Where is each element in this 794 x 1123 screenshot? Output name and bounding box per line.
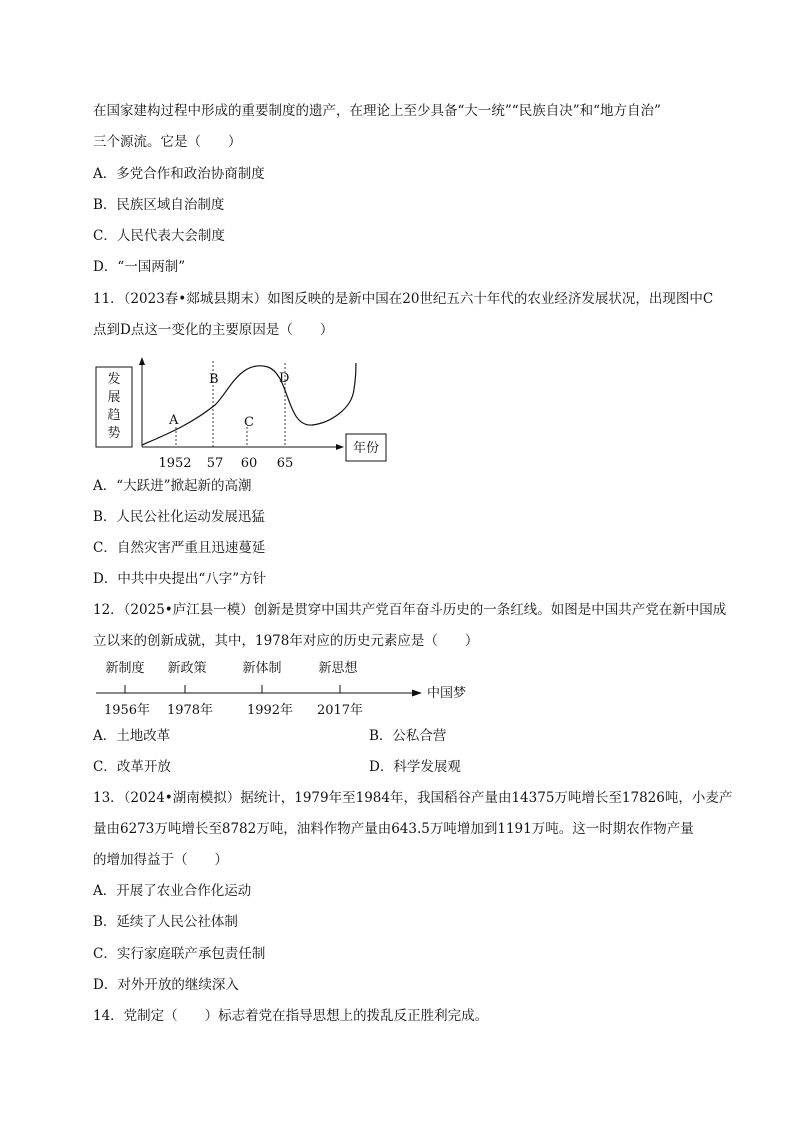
q12-stem-line-2: 立以来的创新成就，其中，1978年对应的历史元素应是（ ） xyxy=(93,633,479,649)
q12-option-d[interactable]: D．科学发展观 xyxy=(369,759,461,775)
q13-stem-line-3: 的增加得益于（ ） xyxy=(93,852,228,868)
q12-option-b[interactable]: B．公私合营 xyxy=(369,728,447,744)
q11-option-b[interactable]: B．人民公社化运动发展迅猛 xyxy=(93,509,265,525)
q10-stem-line-1: 在国家建构过程中形成的重要制度的遗产，在理论上至少具备“大一统”“民族自决”和“地方自治” xyxy=(93,103,661,119)
timeline-year-4: 2017年 xyxy=(316,703,364,718)
q10-option-c[interactable]: C．人民代表大会制度 xyxy=(93,228,225,244)
timeline-event-4: 新思想 xyxy=(318,661,358,676)
timeline-arrow xyxy=(412,690,422,697)
timeline-event-1: 新制度 xyxy=(105,661,145,676)
y-axis-label-char: 发 xyxy=(107,372,121,387)
q13-stem-line-1: 13．（2024•湖南模拟）据统计，1979年至1984年，我国稻谷产量由14375万吨增长至17826吨，小麦产 xyxy=(93,790,733,806)
q13-option-a[interactable]: A．开展了农业合作化运动 xyxy=(93,883,252,899)
q12-timeline xyxy=(90,655,490,727)
timeline-end-label: 中国梦 xyxy=(427,686,467,701)
q10-option-b[interactable]: B．民族区域自治制度 xyxy=(93,197,225,213)
q10-option-a[interactable]: A．多党合作和政治协商制度 xyxy=(93,166,265,182)
q12-option-c[interactable]: C．改革开放 xyxy=(93,759,171,775)
x-tick-57: 57 xyxy=(206,456,224,471)
q13-option-b[interactable]: B．延续了人民公社体制 xyxy=(93,914,238,930)
q14-stem-line-1: 14．党制定（ ）标志着党在指导思想上的拨乱反正胜利完成。 xyxy=(93,1008,489,1024)
y-axis-label-char: 趋 xyxy=(107,408,121,423)
q11-trend-chart xyxy=(90,355,400,479)
point-label-a: A xyxy=(169,413,179,428)
timeline-event-3: 新体制 xyxy=(242,661,282,676)
y-axis-arrow xyxy=(139,357,145,365)
timeline-year-1: 1956年 xyxy=(103,703,151,718)
q13-option-d[interactable]: D．对外开放的继续深入 xyxy=(93,977,239,993)
q11-option-c[interactable]: C．自然灾害严重且迅速蔓延 xyxy=(93,540,266,556)
q11-stem-line-1: 11．（2023春•郯城县期末）如图反映的是新中国在20世纪五六十年代的农业经济发展状况，出现图中C xyxy=(93,291,714,307)
x-axis-arrow xyxy=(336,444,344,450)
q11-option-a[interactable]: A．“大跃进”掀起新的高潮 xyxy=(93,478,252,494)
q13-stem-line-2: 量由6273万吨增长至8782万吨，油料作物产量由643.5万吨增加到1191万吨。这一时期农作物产量 xyxy=(93,821,694,837)
q10-stem-line-2: 三个源流。它是（ ） xyxy=(93,134,242,150)
point-label-d: D xyxy=(279,371,290,386)
point-label-b: B xyxy=(209,372,219,387)
x-tick-1952: 1952 xyxy=(158,456,192,471)
y-axis-label-char: 势 xyxy=(107,426,121,441)
point-label-c: C xyxy=(244,415,254,430)
q10-option-d[interactable]: D．“一国两制” xyxy=(93,259,186,275)
q12-option-a[interactable]: A．土地改革 xyxy=(93,728,171,744)
x-axis-label: 年份 xyxy=(352,441,380,456)
timeline-year-3: 1992年 xyxy=(246,703,294,718)
trend-curve xyxy=(142,363,356,445)
q12-stem-line-1: 12．（2025•庐江县一模）创新是贯穿中国共产党百年奋斗历史的一条红线。如图是中国共产党在新中国成 xyxy=(93,602,727,618)
q13-option-c[interactable]: C．实行家庭联产承包责任制 xyxy=(93,946,266,962)
q11-option-d[interactable]: D．中共中央提出“八字”方针 xyxy=(93,571,267,587)
y-axis-label-char: 展 xyxy=(107,390,121,405)
timeline-event-2: 新政策 xyxy=(167,661,207,676)
timeline-year-2: 1978年 xyxy=(166,703,214,718)
x-tick-60: 60 xyxy=(240,456,258,471)
q11-stem-line-2: 点到D点这一变化的主要原因是（ ） xyxy=(93,322,334,338)
x-tick-65: 65 xyxy=(276,456,294,471)
y-axis-label xyxy=(107,372,120,441)
